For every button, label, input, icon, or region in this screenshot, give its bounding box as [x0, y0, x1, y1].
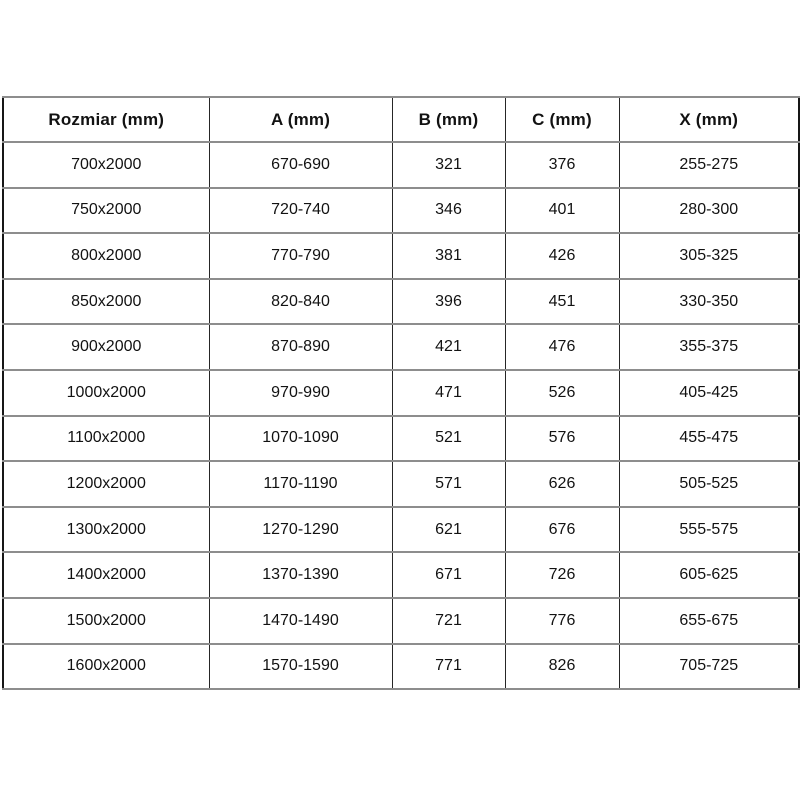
table-cell-rozmiar: 1500x2000 — [3, 598, 209, 644]
table-cell-c: 776 — [505, 598, 619, 644]
table-cell-x: 280-300 — [619, 188, 799, 234]
table-cell-x: 255-275 — [619, 142, 799, 188]
table-cell-b: 621 — [392, 507, 505, 553]
table-row — [3, 279, 799, 325]
table-cell-a: 1570-1590 — [209, 644, 392, 690]
table-cell-a: 1270-1290 — [209, 507, 392, 553]
table-cell-c: 576 — [505, 416, 619, 462]
table-header-row — [3, 97, 799, 142]
table-cell-c: 676 — [505, 507, 619, 553]
table-row — [3, 142, 799, 188]
table-cell-x: 505-525 — [619, 461, 799, 507]
table-cell-b: 471 — [392, 370, 505, 416]
table-cell-a: 670-690 — [209, 142, 392, 188]
table-cell-b: 521 — [392, 416, 505, 462]
table-cell-x: 330-350 — [619, 279, 799, 325]
table-cell-a: 1370-1390 — [209, 552, 392, 598]
table-cell-a: 1170-1190 — [209, 461, 392, 507]
table-cell-c: 726 — [505, 552, 619, 598]
table-cell-c: 526 — [505, 370, 619, 416]
table-row — [3, 507, 799, 553]
column-header-c: C (mm) — [505, 97, 619, 142]
table-row — [3, 233, 799, 279]
table-cell-rozmiar: 1000x2000 — [3, 370, 209, 416]
table-row — [3, 461, 799, 507]
table-cell-x: 455-475 — [619, 416, 799, 462]
table-cell-b: 381 — [392, 233, 505, 279]
table-cell-rozmiar: 700x2000 — [3, 142, 209, 188]
table-row — [3, 552, 799, 598]
table-cell-a: 720-740 — [209, 188, 392, 234]
table-row — [3, 598, 799, 644]
table-cell-a: 870-890 — [209, 324, 392, 370]
table-row — [3, 416, 799, 462]
table-cell-c: 376 — [505, 142, 619, 188]
column-header-rozmiar: Rozmiar (mm) — [3, 97, 209, 142]
table-cell-rozmiar: 850x2000 — [3, 279, 209, 325]
table-cell-rozmiar: 750x2000 — [3, 188, 209, 234]
table-cell-c: 451 — [505, 279, 619, 325]
table-cell-rozmiar: 1200x2000 — [3, 461, 209, 507]
table-cell-b: 346 — [392, 188, 505, 234]
table-cell-rozmiar: 800x2000 — [3, 233, 209, 279]
table-cell-b: 671 — [392, 552, 505, 598]
table-row — [3, 644, 799, 690]
column-header-b: B (mm) — [392, 97, 505, 142]
table-cell-rozmiar: 1400x2000 — [3, 552, 209, 598]
column-header-x: X (mm) — [619, 97, 799, 142]
table-cell-a: 1470-1490 — [209, 598, 392, 644]
table-cell-b: 321 — [392, 142, 505, 188]
table-header — [3, 97, 799, 142]
table-cell-c: 626 — [505, 461, 619, 507]
table-cell-a: 770-790 — [209, 233, 392, 279]
table-cell-a: 970-990 — [209, 370, 392, 416]
table-cell-b: 396 — [392, 279, 505, 325]
table-cell-c: 426 — [505, 233, 619, 279]
table-cell-rozmiar: 1600x2000 — [3, 644, 209, 690]
table-cell-x: 355-375 — [619, 324, 799, 370]
table-cell-b: 771 — [392, 644, 505, 690]
table-cell-x: 705-725 — [619, 644, 799, 690]
table-cell-b: 721 — [392, 598, 505, 644]
table-cell-rozmiar: 900x2000 — [3, 324, 209, 370]
table-cell-a: 820-840 — [209, 279, 392, 325]
table-cell-b: 421 — [392, 324, 505, 370]
table-cell-x: 305-325 — [619, 233, 799, 279]
table-cell-x: 555-575 — [619, 507, 799, 553]
table-cell-rozmiar: 1300x2000 — [3, 507, 209, 553]
table-cell-c: 401 — [505, 188, 619, 234]
table-row — [3, 188, 799, 234]
table-cell-c: 826 — [505, 644, 619, 690]
size-specification-table — [2, 96, 800, 690]
table-cell-rozmiar: 1100x2000 — [3, 416, 209, 462]
table-cell-b: 571 — [392, 461, 505, 507]
table-cell-x: 405-425 — [619, 370, 799, 416]
column-header-a: A (mm) — [209, 97, 392, 142]
table-row — [3, 324, 799, 370]
table-cell-c: 476 — [505, 324, 619, 370]
table-cell-a: 1070-1090 — [209, 416, 392, 462]
table-row — [3, 370, 799, 416]
table-body — [3, 142, 799, 689]
table-cell-x: 655-675 — [619, 598, 799, 644]
table-cell-x: 605-625 — [619, 552, 799, 598]
